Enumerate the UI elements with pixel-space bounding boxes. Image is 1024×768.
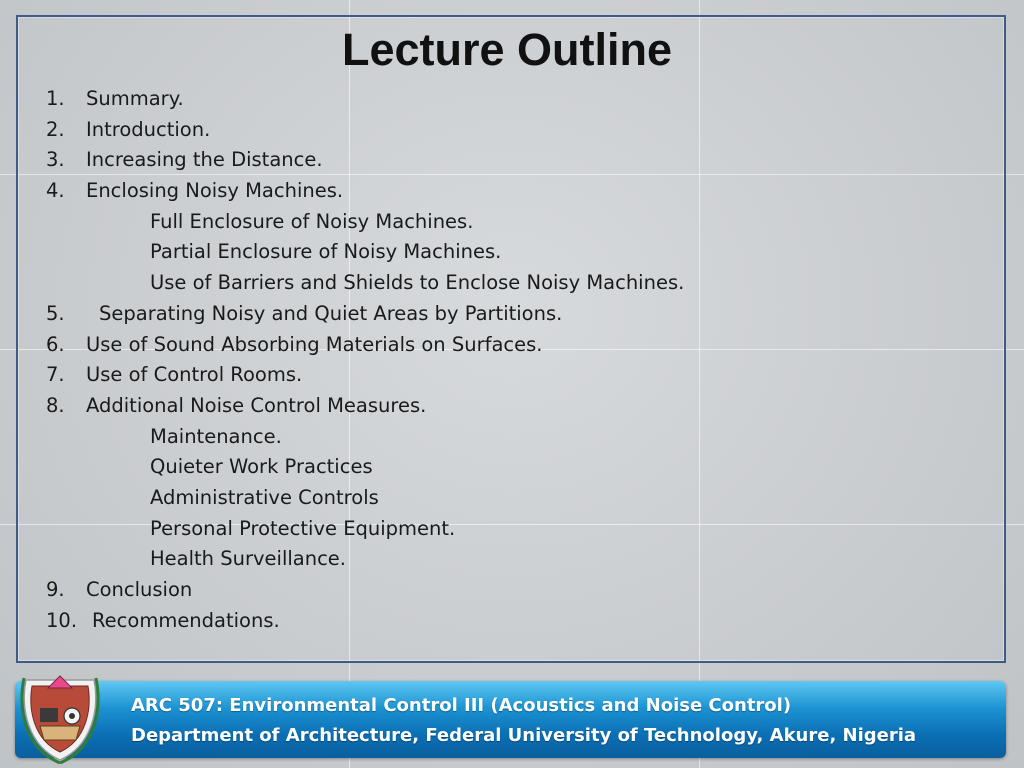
subitem-text: Use of Barriers and Shields to Enclose Noisy Machines. — [150, 271, 685, 295]
subitem-text: Quieter Work Practices — [150, 455, 373, 479]
subitem-text: Personal Protective Equipment. — [150, 516, 456, 540]
subitem-text: Administrative Controls — [150, 485, 379, 509]
subitem-text: Partial Enclosure of Noisy Machines. — [150, 240, 502, 264]
item-text: Additional Noise Control Measures. — [86, 393, 427, 417]
item-text: Conclusion — [86, 578, 193, 601]
item-text: Increasing the Distance. — [86, 148, 323, 172]
item-number: 3. — [46, 148, 65, 172]
item-number: 7. — [46, 363, 65, 387]
item-number: 1. — [46, 87, 65, 110]
item-text: Summary. — [86, 87, 184, 110]
item-text: Use of Control Rooms. — [86, 363, 303, 387]
department-name: Department of Architecture, Federal University of Technology, Akure, Nigeria — [131, 725, 917, 746]
item-number: 6. — [46, 332, 65, 356]
item-number: 9. — [46, 578, 65, 601]
item-text: Enclosing Noisy Machines. — [86, 179, 344, 203]
course-title: ARC 507: Environmental Control III (Acoustics and Noise Control) — [131, 695, 792, 716]
university-crest-logo — [18, 668, 102, 764]
slide-title: Lecture Outline — [341, 24, 673, 75]
footer-text — [131, 691, 916, 751]
item-text: Use of Sound Absorbing Materials on Surfaces. — [86, 332, 543, 356]
item-number: 5. — [46, 301, 65, 325]
item-text: Introduction. — [86, 117, 211, 141]
item-text: Separating Noisy and Quiet Areas by Partitions. — [99, 301, 563, 325]
subitem-text: Health Surveillance. — [150, 547, 346, 571]
subitem-text: Maintenance. — [150, 424, 282, 448]
item-number: 8. — [46, 393, 65, 417]
item-number: 4. — [46, 179, 65, 203]
item-number: 10. — [46, 608, 78, 632]
item-number: 2. — [46, 117, 65, 141]
subitem-text: Full Enclosure of Noisy Machines. — [150, 209, 474, 233]
item-text: Recommendations. — [92, 608, 280, 632]
